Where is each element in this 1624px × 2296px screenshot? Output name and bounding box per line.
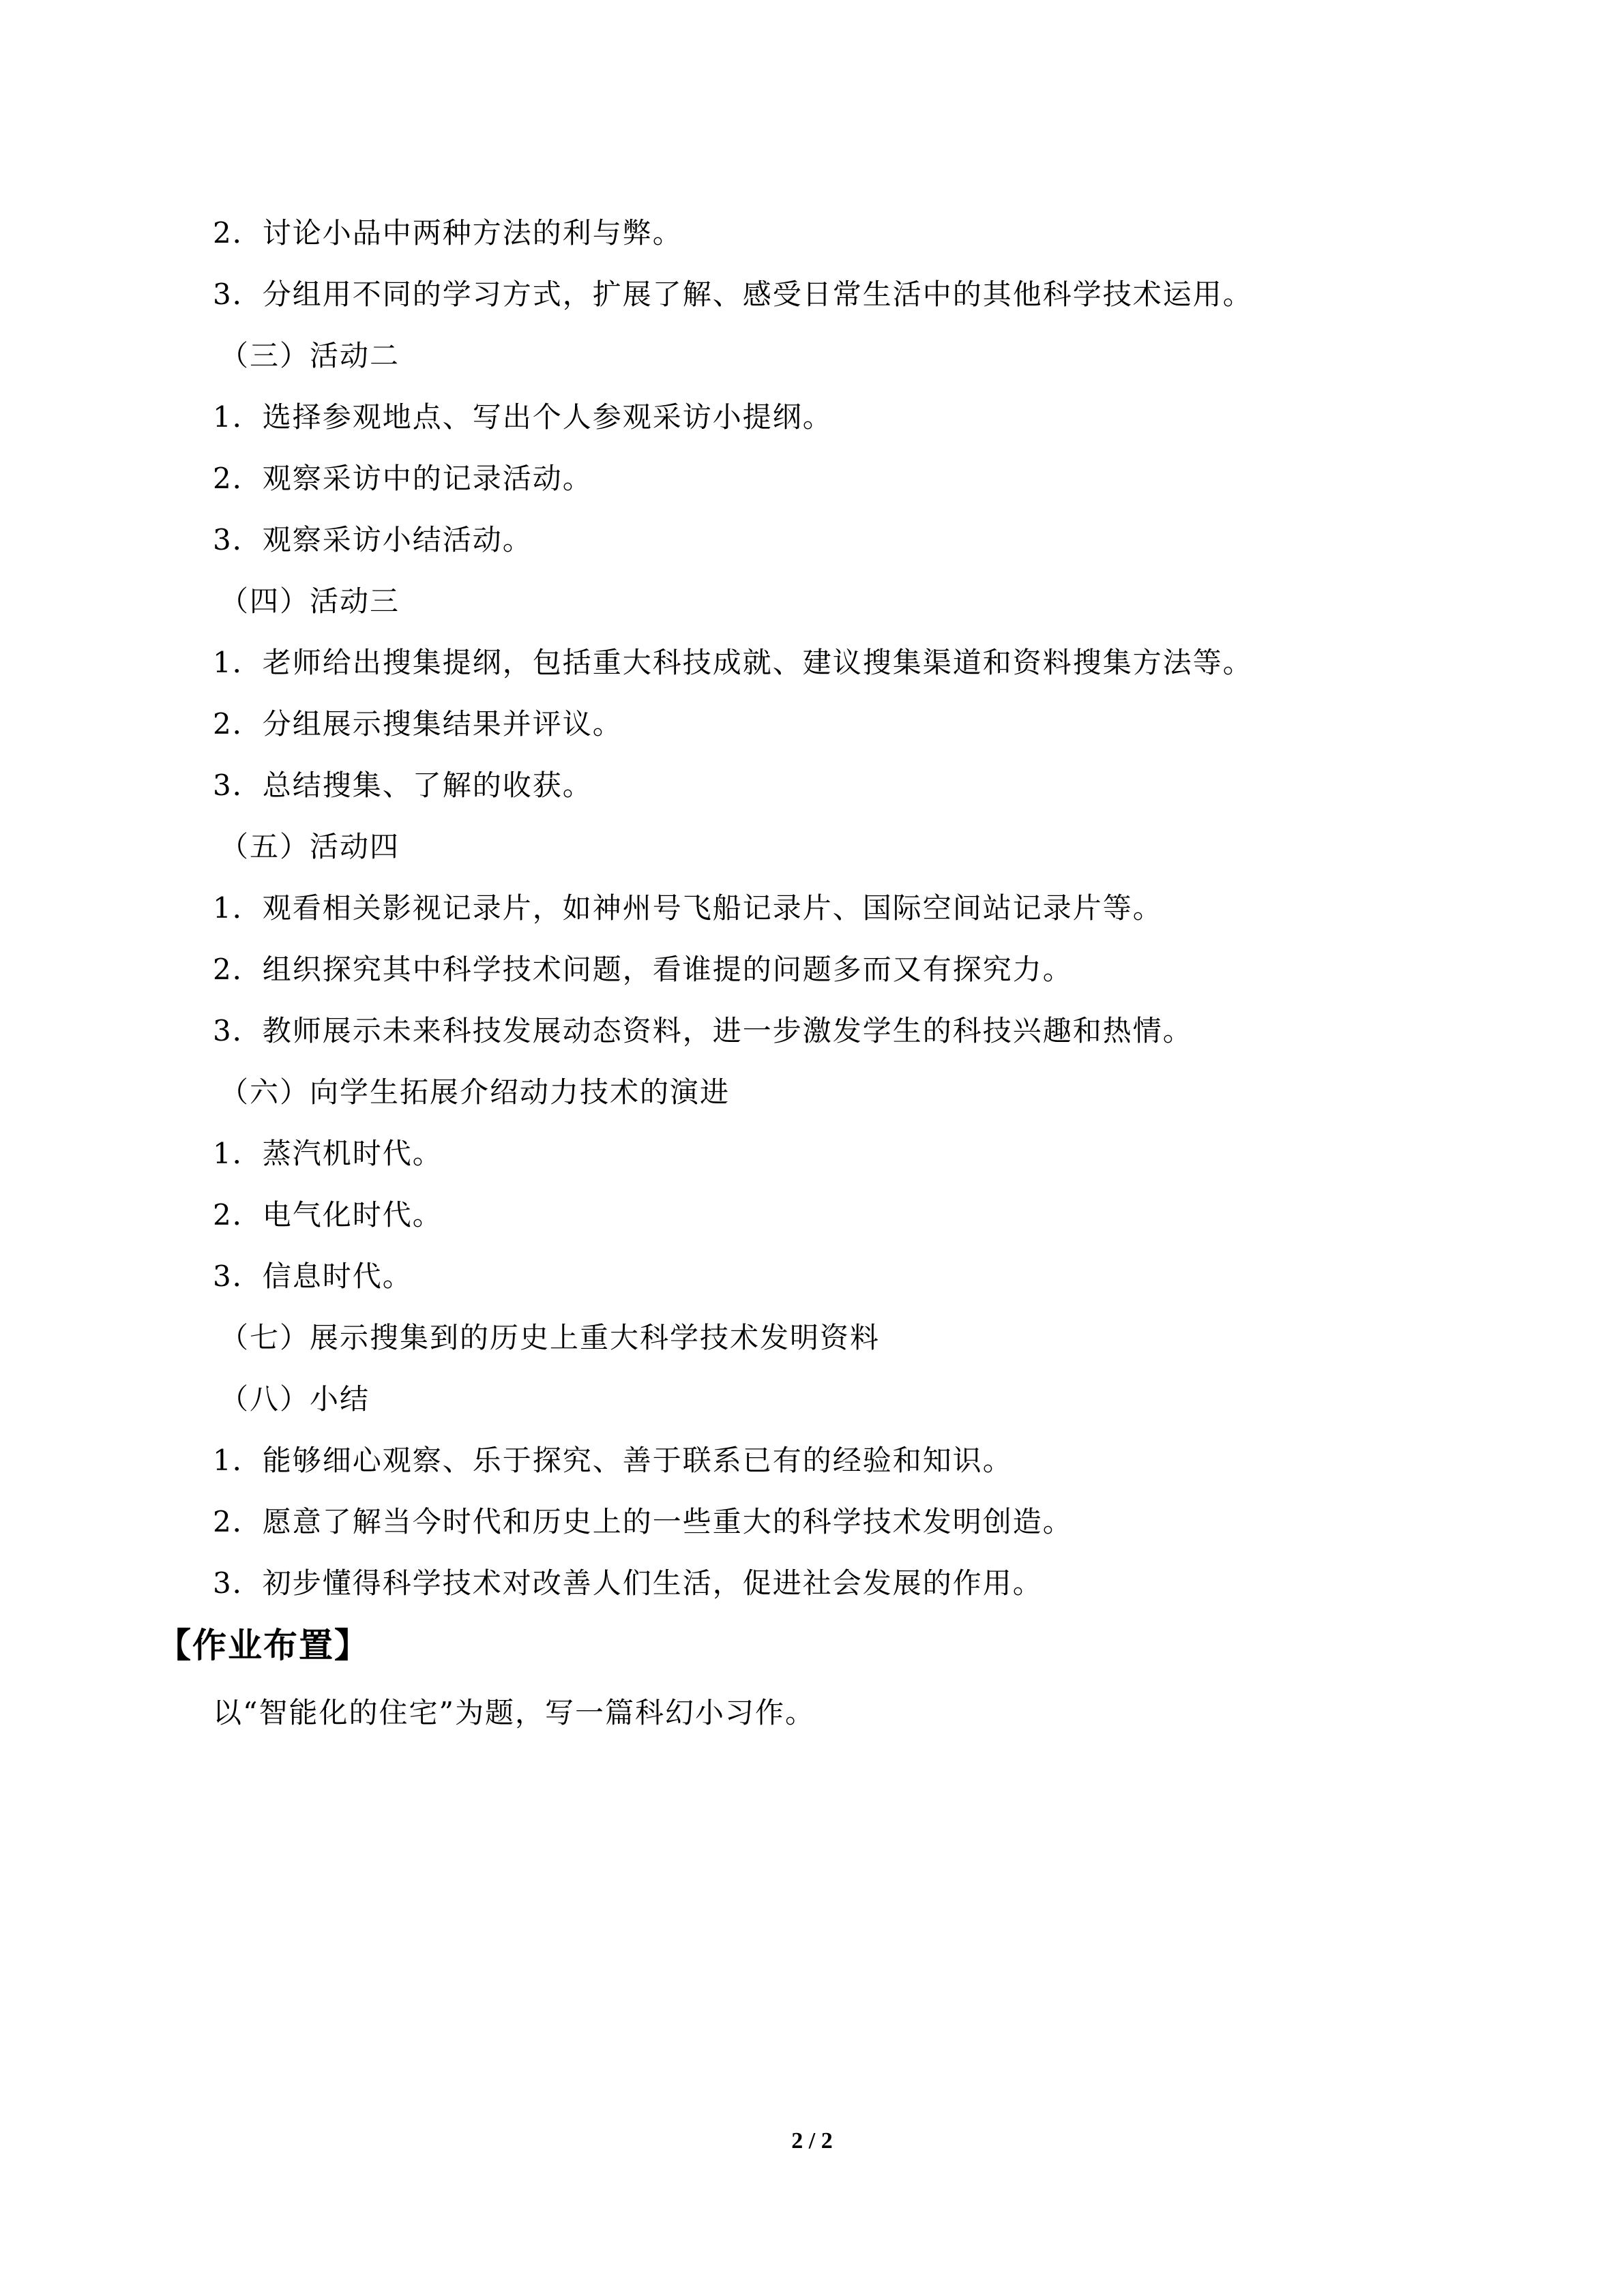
section-heading: （五）活动四 [220,830,400,863]
list-item: 1．选择参观地点、写出个人参观采访小提纲。 [213,400,833,434]
section-heading: （四）活动三 [220,584,400,618]
page-number: 2 / 2 [791,2128,833,2153]
list-item: 1．蒸汽机时代。 [213,1137,443,1170]
list-item: 3．分组用不同的学习方式，扩展了解、感受日常生活中的其他科学技术运用。 [213,278,1253,311]
section-heading: （七）展示搜集到的历史上重大科学技术发明资料 [220,1321,881,1354]
list-item: 2．讨论小品中两种方法的利与弊。 [213,216,683,250]
section-heading: （三）活动二 [220,339,400,372]
list-item: 2．组织探究其中科学技术问题，看谁提的问题多而又有探究力。 [213,953,1073,986]
homework-heading: 【作业布置】 [157,1625,370,1665]
list-item: 2．愿意了解当今时代和历史上的一些重大的科学技术发明创造。 [213,1505,1073,1538]
list-item: 3．教师展示未来科技发展动态资料，进一步激发学生的科技兴趣和热情。 [213,1014,1193,1047]
list-item: 3．信息时代。 [213,1259,413,1293]
list-item: 2．电气化时代。 [213,1198,443,1232]
section-heading: （八）小结 [220,1382,370,1416]
list-item: 1．老师给出搜集提纲，包括重大科技成就、建议搜集渠道和资料搜集方法等。 [213,646,1253,679]
list-item: 1．能够细心观察、乐于探究、善于联系已有的经验和知识。 [213,1444,1013,1477]
list-item: 2．分组展示搜集结果并评议。 [213,707,623,741]
list-item: 2．观察采访中的记录活动。 [213,462,593,495]
list-item: 3．观察采访小结活动。 [213,523,533,556]
list-item: 3．初步懂得科学技术对改善人们生活，促进社会发展的作用。 [213,1566,1043,1600]
homework-text: 以“智能化的住宅”为题，写一篇科幻小习作。 [213,1696,815,1729]
section-heading: （六）向学生拓展介绍动力技术的演进 [220,1075,730,1109]
list-item: 3．总结搜集、了解的收获。 [213,769,593,802]
list-item: 1．观看相关影视记录片，如神州号飞船记录片、国际空间站记录片等。 [213,891,1163,925]
